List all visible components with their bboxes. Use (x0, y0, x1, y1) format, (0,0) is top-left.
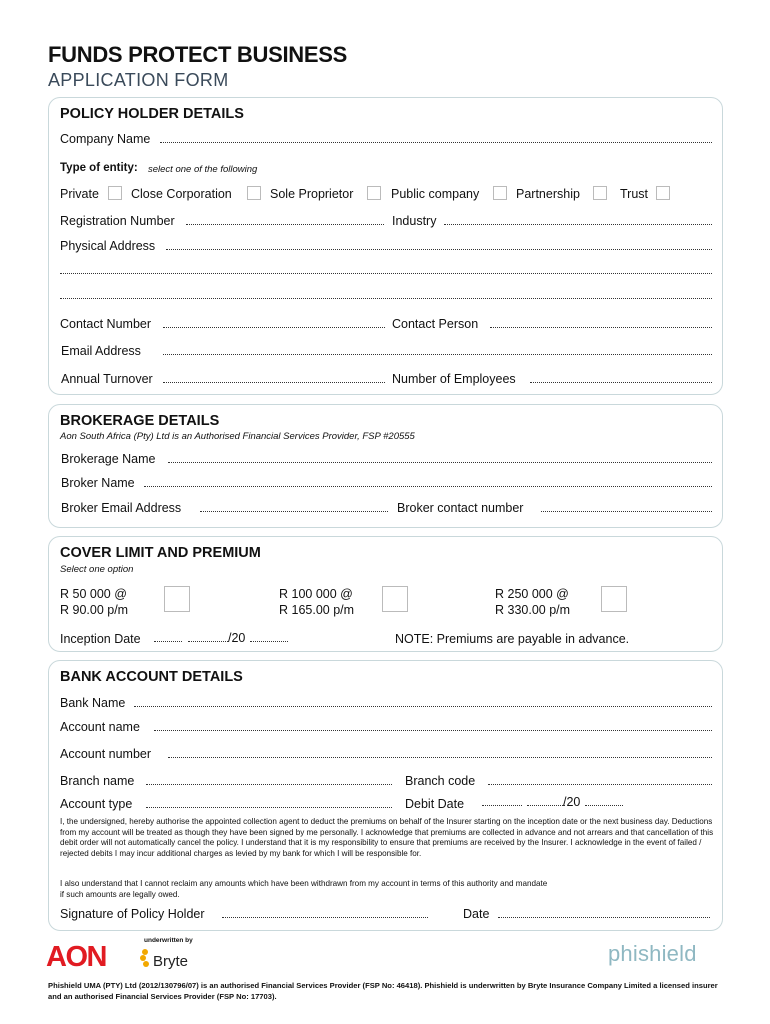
checkbox-sole-proprietor[interactable] (367, 186, 381, 200)
physical-address-field-1[interactable] (166, 249, 712, 250)
entity-type-label: Type of entity: (60, 162, 138, 174)
date-field[interactable] (498, 917, 710, 918)
contact-number-field[interactable] (163, 327, 385, 328)
inception-month-field[interactable] (188, 641, 228, 642)
signature-field[interactable] (222, 917, 428, 918)
contact-number-label: Contact Number (60, 317, 152, 331)
debit-year-separator: /20 (563, 795, 581, 809)
email-address-field[interactable] (163, 354, 712, 355)
account-name-label: Account name (60, 720, 140, 734)
underwritten-by-label: underwritten by (144, 937, 193, 944)
premium-advance-note: NOTE: Premiums are payable in advance. (395, 632, 630, 646)
account-type-field[interactable] (146, 807, 392, 808)
debit-month-field[interactable] (527, 805, 565, 806)
brokerage-fsp-note: Aon South Africa (Pty) Ltd is an Authorised Financial Services Provider, FSP #20555 (60, 431, 415, 442)
cover-option-2-limit: R 100 000 @ (279, 587, 353, 601)
entity-option-public-company: Public company (391, 187, 480, 201)
inception-date-label: Inception Date (60, 632, 141, 646)
account-number-field[interactable] (168, 757, 712, 758)
bryte-mark-icon (138, 948, 152, 968)
form-subtitle: APPLICATION FORM (48, 70, 229, 90)
bank-heading: BANK ACCOUNT DETAILS (60, 669, 243, 685)
checkbox-trust[interactable] (656, 186, 670, 200)
signature-label: Signature of Policy Holder (60, 907, 205, 921)
broker-contact-label: Broker contact number (397, 501, 524, 515)
broker-email-label: Broker Email Address (61, 501, 182, 515)
entity-type-hint: select one of the following (148, 164, 258, 175)
physical-address-field-2[interactable] (60, 273, 712, 274)
number-of-employees-field[interactable] (530, 382, 712, 383)
brokerage-name-label: Brokerage Name (61, 452, 156, 466)
cover-option-3-premium: R 330.00 p/m (495, 603, 571, 617)
entity-option-partnership: Partnership (516, 187, 580, 201)
broker-contact-field[interactable] (541, 511, 712, 512)
checkbox-partnership[interactable] (593, 186, 607, 200)
debit-day-field[interactable] (482, 805, 522, 806)
date-label: Date (463, 907, 490, 921)
account-type-label: Account type (60, 797, 133, 811)
branch-name-label: Branch name (60, 774, 135, 788)
aon-logo: AON (46, 941, 106, 973)
account-number-label: Account number (60, 747, 152, 761)
cover-option-3-checkbox[interactable] (601, 586, 627, 612)
annual-turnover-field[interactable] (163, 382, 385, 383)
contact-person-field[interactable] (490, 327, 712, 328)
debit-date-label: Debit Date (405, 797, 465, 811)
cover-option-1-premium: R 90.00 p/m (60, 603, 129, 617)
contact-person-label: Contact Person (392, 317, 479, 331)
cover-option-2-premium: R 165.00 p/m (279, 603, 355, 617)
checkbox-close-corporation[interactable] (247, 186, 261, 200)
cover-option-1-checkbox[interactable] (164, 586, 190, 612)
physical-address-field-3[interactable] (60, 298, 712, 299)
cover-option-3-limit: R 250 000 @ (495, 587, 569, 601)
footer-disclaimer: Phishield UMA (PTY) Ltd (2012/130796/07) is an authorised Financial Services Provider (FSP No: 46418). Phishield is underwritten by Bryte Insurance Company Limited a licensed insurer and an authorised Financial Services Provider (FSP No: 17703). (48, 981, 718, 1001)
entity-option-close-corporation: Close Corporation (131, 187, 232, 201)
entity-option-trust: Trust (620, 187, 649, 201)
cover-heading: COVER LIMIT AND PREMIUM (60, 545, 261, 561)
brokerage-name-field[interactable] (168, 462, 712, 463)
checkbox-public-company[interactable] (493, 186, 507, 200)
broker-name-field[interactable] (144, 486, 712, 487)
cover-hint: Select one option (60, 564, 134, 575)
branch-name-field[interactable] (146, 784, 392, 785)
entity-option-sole-proprietor: Sole Proprietor (270, 187, 354, 201)
registration-number-label: Registration Number (60, 214, 175, 228)
registration-number-field[interactable] (186, 224, 384, 225)
bank-name-field[interactable] (134, 706, 712, 707)
phishield-logo: phishield (608, 941, 697, 966)
broker-email-field[interactable] (200, 511, 388, 512)
debit-authorisation-text: I, the undersigned, hereby authorise the appointed collection agent to deduct the premiums on behalf of the Insurer starting on the inception date or the next business day. Deductions from my account will be treated as though they have been signed by me personally. I acknowledge that premiums are collected in advance and not arrears and that cancellation of this debit order will not automatically cancel the policy. I understand that it is my responsibility to ensure that premiums are received by the Insurer. I acknowledge in the event of failed / rejected debits I may incur additional charges as levied by my bank for which I will be responsible for. (60, 817, 714, 858)
form-title: FUNDS PROTECT BUSINESS (48, 42, 347, 67)
account-name-field[interactable] (154, 730, 712, 731)
brokerage-heading: BROKERAGE DETAILS (60, 413, 220, 429)
industry-label: Industry (392, 214, 437, 228)
bryte-logo: Bryte (153, 953, 189, 970)
broker-name-label: Broker Name (61, 476, 135, 490)
debit-year-field[interactable] (585, 805, 623, 806)
inception-year-field[interactable] (250, 641, 288, 642)
inception-day-field[interactable] (154, 641, 182, 642)
physical-address-label: Physical Address (60, 239, 156, 253)
entity-option-private: Private (60, 187, 99, 201)
checkbox-private[interactable] (108, 186, 122, 200)
cover-option-1-limit: R 50 000 @ (60, 587, 127, 601)
company-name-field[interactable] (160, 142, 712, 143)
policy-holder-heading: POLICY HOLDER DETAILS (60, 106, 244, 122)
company-name-label: Company Name (60, 132, 151, 146)
bank-name-label: Bank Name (60, 696, 126, 710)
branch-code-label: Branch code (405, 774, 476, 788)
branch-code-field[interactable] (488, 784, 712, 785)
email-address-label: Email Address (61, 344, 141, 358)
cover-option-2-checkbox[interactable] (382, 586, 408, 612)
industry-field[interactable] (444, 224, 712, 225)
reclaim-notice-text: I also understand that I cannot reclaim any amounts which have been withdrawn from my account in terms of this authority and mandate if such amounts are legally owed. (60, 879, 548, 899)
number-of-employees-label: Number of Employees (392, 372, 516, 386)
annual-turnover-label: Annual Turnover (61, 372, 153, 386)
inception-year-separator: /20 (228, 631, 246, 645)
